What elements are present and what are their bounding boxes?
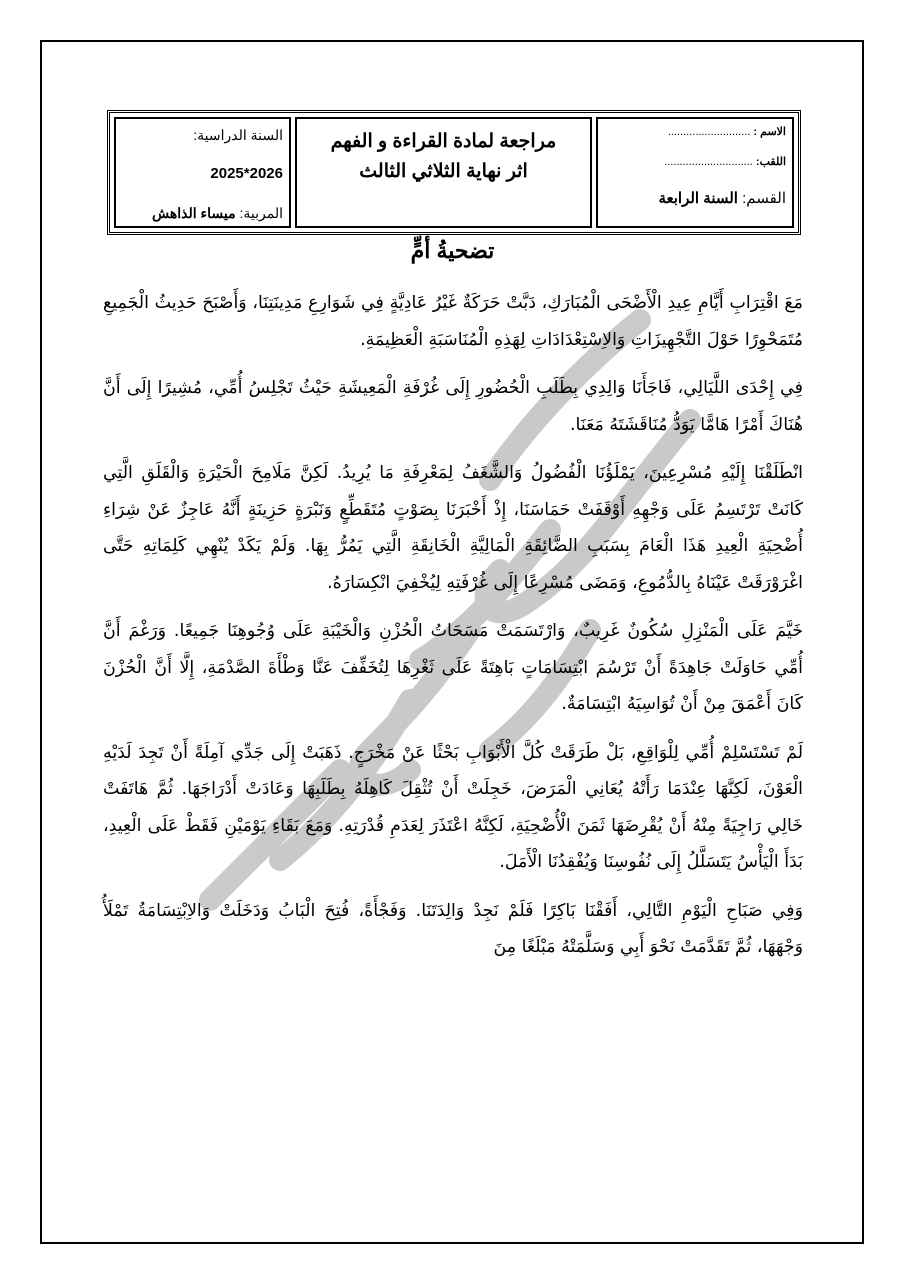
paragraph-6: وَفِي صَبَاحِ الْيَوْمِ التَّالِي، أَفَقْنَا بَاكِرًا فَلَمْ نَجِدْ وَالِدَتَنَا. وَفَجْأَةً، فُتِحَ الْبَابُ وَدَخَلَتْ وَالاِبْتِسَامَةُ تَمْلَأُ وَجْهَهَا، ثُمَّ تَقَدَّمَتْ نَحْوَ أَبِي وَسَلَّمَتْهُ مَبْلَغًا مِنَ [103,900,803,957]
name-label: الاسم : [753,126,786,138]
teacher-label: المربية: [239,205,283,221]
student-info-cell [596,117,794,228]
year-label: السنة الدراسية: [193,127,283,143]
surname-line [664,155,786,168]
section-value: السنة الرابعة [658,190,738,207]
paragraph-2: فِي إِحْدَى اللَّيَالِي، فَاجَأَنَا وَالِدِي بِطَلَبِ الْحُضُورِ إِلَى غُرْفَةِ الْمَعِيشَةِ حَيْثُ تَجْلِسُ أُمِّي، مُشِيرًا إِلَى أَنَّ هُنَاكَ أَمْرًا هَامًّا يَوَدُّ مُنَاقَشَتَهُ مَعَنَا. [103,378,803,435]
title-cell [295,117,592,228]
paragraph-4: خَيَّمَ عَلَى الْمَنْزِلِ سُكُونٌ غَرِيبٌ، وَارْتَسَمَتْ مَسَحَاتُ الْحُزْنِ وَالْخَيْبَةِ عَلَى وُجُوهِنَا جَمِيعًا. وَرَغْمَ أَنَّ أُمِّي حَاوَلَتْ جَاهِدَةً أَنْ تَرْسُمَ ابْتِسَامَاتٍ بَاهِتَةً عَلَى ثَغْرِهَا لِتُخَفِّفَ عَنَّا وَطْأَةَ الصَّدْمَةِ، إِلَّا أَنَّ الْحُزْنَ كَانَ أَعْمَقَ مِنْ أَنْ تُوَاسِيَهُ ابْتِسَامَةٌ. [103,621,803,714]
surname-label: اللقب: [755,156,786,168]
name-field[interactable]: ........................... [667,126,751,138]
section-label: القسم: [742,190,786,207]
surname-field[interactable]: ............................. [664,156,753,168]
year-teacher-cell [114,117,291,228]
section-line [658,189,786,207]
name-line [668,125,786,138]
paragraph-1: مَعَ اقْتِرَابِ أَيَّامِ عِيدِ الْأَضْحَى الْمُبَارَكِ، دَبَّتْ حَرَكَةٌ غَيْرُ عَادِيَّةٍ فِي شَوَارِعِ مَدِينَتِنَا، وَأَصْبَحَ حَدِيثُ الْجَمِيعِ مُتَمَحْوِرًا حَوْلَ التَّجْهِيزَاتِ وَالاِسْتِعْدَادَاتِ لِهَذِهِ الْمُنَاسَبَةِ الْعَظِيمَةِ. [103,293,803,350]
story-title: تضحيةُ أمٍّ [410,238,495,263]
year-value: 2026*2025 [210,165,283,182]
teacher-line [152,205,283,222]
teacher-value: ميساء الذاهش [152,205,236,221]
header-table [107,110,801,235]
story-body [103,285,803,978]
paragraph-5: لَمْ تَسْتَسْلِمْ أُمِّي لِلْوَاقِعِ، بَلْ طَرَقَتْ كُلَّ الْأَبْوَابِ بَحْثًا عَنْ مَخْرَجٍ. ذَهَبَتْ إِلَى جَدِّي آمِلَةً أَنْ تَجِدَ لَدَيْهِ الْعَوْنَ، لَكِنَّهَا عِنْدَمَا رَأَتْهُ يُعَانِي الْمَرَضَ، خَجِلَتْ أَنْ تُثْقِلَ كَاهِلَهُ بِطَلَبِهَا وَعَادَتْ أَدْرَاجَهَا. ثُمَّ هَاتَفَتْ خَالِي رَاجِيَةً مِنْهُ أَنْ يُقْرِضَهَا ثَمَنَ الْأُضْحِيَةِ، لَكِنَّهُ اعْتَذَرَ لِعَدَمِ قُدْرَتِهِ. وَمَعَ بَقَاءِ يَوْمَيْنِ فَقَطْ عَلَى الْعِيدِ، بَدَأَ الْيَأْسُ يَتَسَلَّلُ إِلَى نُفُوسِنَا وَيُفْقِدُنَا الْأَمَلَ. [103,742,803,872]
paragraph-3: انْطَلَقْنَا إِلَيْهِ مُسْرِعِينَ، يَمْلَؤُنَا الْفُضُولُ وَالشَّغَفُ لِمَعْرِفَةِ مَا يُرِيدُ. لَكِنَّ مَلَامِحَ الْحَيْرَةِ وَالْقَلَقِ الَّتِي كَانَتْ تَرْتَسِمُ عَلَى وَجْهِهِ أَوْقَفَتْ حَمَاسَنَا، إِذْ أَخْبَرَنَا بِصَوْتٍ مُتَقَطِّعٍ وَنَبْرَةٍ حَزِينَةٍ أَنَّهُ عَاجِزٌ عَنْ شِرَاءِ أُضْحِيَةِ الْعِيدِ هَذَا الْعَامَ بِسَبَبِ الضَّائِقَةِ الْمَالِيَّةِ الْخَانِقَةِ الَّتِي يَمُرُّ بِهَا. وَلَمْ يَكَدْ يُنْهِي كَلِمَاتِهِ حَتَّى اغْرَوْرَقَتْ عَيْنَاهُ بِالدُّمُوعِ، وَمَضَى مُسْرِعًا إِلَى غُرْفَتِهِ لِيُخْفِيَ انْكِسَارَهُ. [103,463,803,593]
review-title: مراجعة لمادة القراءة و الفهم [330,131,557,152]
review-subtitle: اثر نهاية الثلاثي الثالث [359,161,528,182]
